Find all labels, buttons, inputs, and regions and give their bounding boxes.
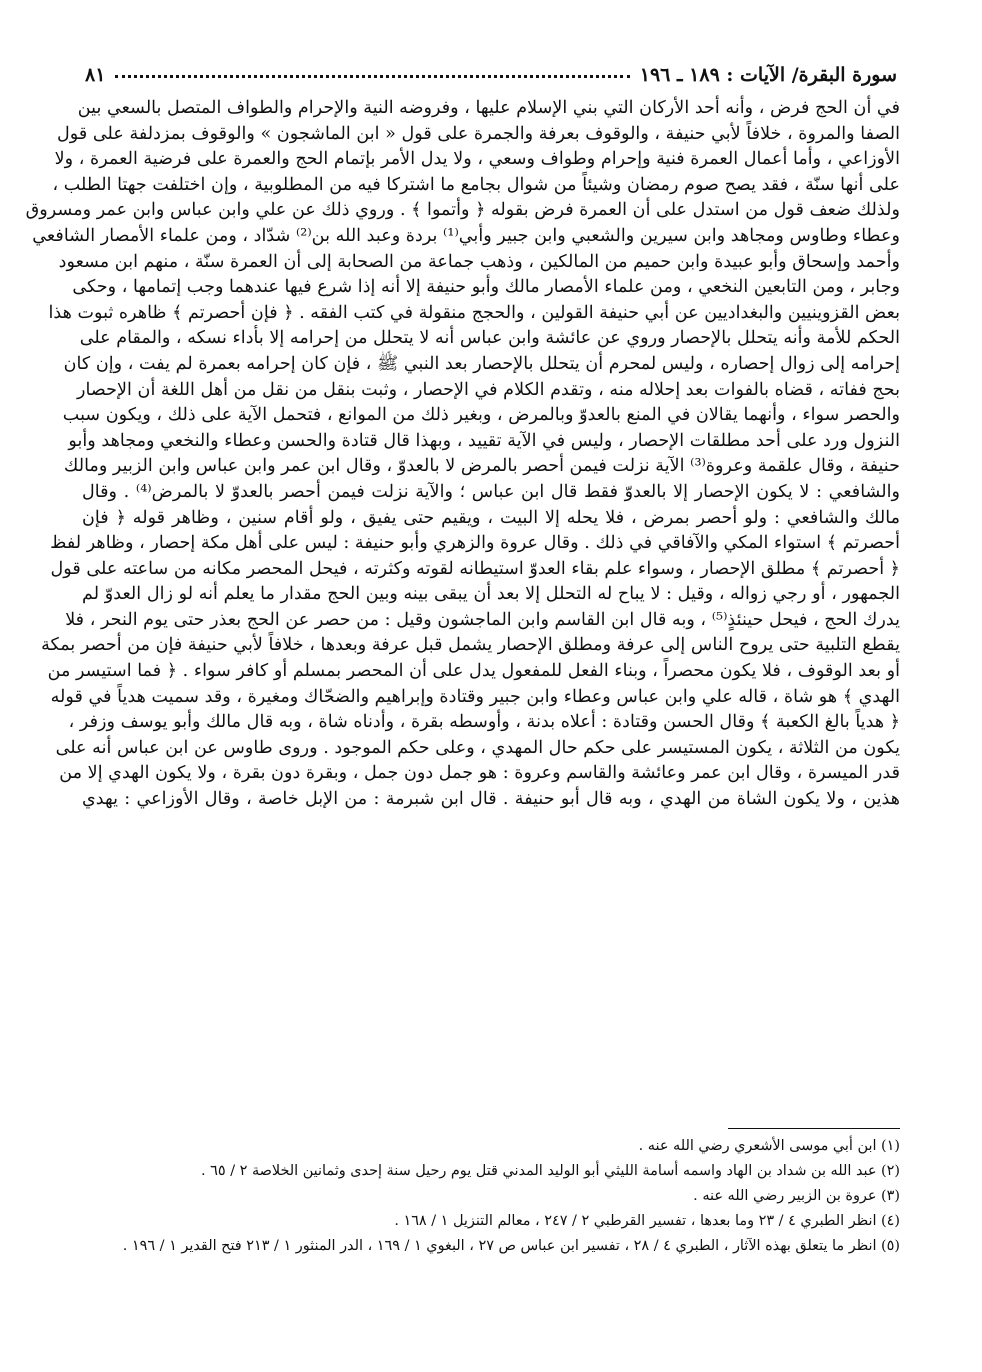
body-line: الأوزاعي ، وأما أعمال العمرة فنية وإحرام وطواف وسعي ، ولا يدل الأمر بإتمام الحج والعمرة على فرضية العمرة ، ولا	[54, 149, 900, 170]
footnote: (٥) انظر ما يتعلق بهذه الآثار ، الطبري ٤ / ٢٨ ، تفسير ابن عباس ص ٢٧ ، البغوي ١ / ١٦٩ ، الدر المنثور ١ / ٢١٣ فتح القدير ١ / ١٩٦ .	[122, 1238, 900, 1254]
footnotes	[82, 1134, 900, 1259]
body-line: وأحمد وإسحاق وأبو عبيدة وابن حميم من المالكين ، وذهب جماعة من الصحابة إلى أن العمرة سنّة ، منهم ابن مسعود	[58, 251, 900, 272]
body-line: على أنها سنّة ، فقد يصح صوم رمضان وشيئاً من شوال بجامع ما اشتركا فيه من المطلوبية ، وإن اختلفت جهتا الطلب ،	[52, 174, 900, 195]
body-line: يكون من الثلاثة ، يكون المستيسر على حكم حال المهدي ، وعلى حكم الموجود . وروى طاوس عن ابن عباس أنه على	[55, 737, 900, 758]
footnote: (٤) انظر الطبري ٤ / ٢٣ وما بعدها ، تفسير القرطبي ٢ / ٢٤٧ ، معالم التنزيل ١ / ١٦٨ .	[394, 1213, 900, 1229]
page-number: ٨١	[85, 64, 106, 86]
body-line: ﴿ هدياً بالغ الكعبة ﴾ وقال الحسن وقتادة : أعلاه بدنة ، وأوسطه بقرة ، وأدناه شاة ، وبه قال مالك وأبو يوسف وزفر ،	[68, 712, 900, 733]
body-line: الحكم للأمة وأنه يتحلل بالإحصار وروي عن عائشة وابن عباس أنه لا يتحلل من إحرامه إلا بأداء نسكه ، والمقام على	[79, 328, 900, 349]
body-line: الصفا والمروة ، خلافاً لأبي حنيفة ، والوقوف بعرفة والجمرة على قول « ابن الماشجون » والوقوف بمزدلفة على قول	[57, 123, 900, 144]
body-line: ولذلك ضعف قول من استدل على أن العمرة فرض بقوله ﴿ وأتموا ﴾ . وروي ذلك عن علي وابن عباس وابن عمر ومسروق	[25, 200, 900, 221]
body-line: يقطع التلبية حتى يروح الناس إلى عرفة ومطلق الإحصار يشمل قبل عرفة وبعدها ، خلافاً لأبي حنيفة فإن من أحصر بمكة	[41, 635, 900, 656]
body-line: أحصرتم ﴾ استواء المكي والآفاقي في ذلك . وقال عروة والزهري وأبو حنيفة : ليس على أهل مكة إحصار ، وظاهر لفظ	[50, 533, 900, 554]
body-line: إحرامه إلى زوال إحصاره ، وليس لمحرم أن يتحلل بالإحصار بعد النبي ﷺ ، فإن كان إحرامه بعمرة لم يفت ، وإن كان	[63, 353, 900, 374]
body-line: قدر الميسرة ، وقال ابن عمر وعائشة والقاسم وعروة : هو جمل دون جمل ، وبقرة دون بقرة ، ولا يكون الهدي إلا من	[59, 763, 900, 784]
body-line: بحج ففاته ، قضاه بالفوات بعد إحلاله منه ، وتقدم الكلام في الإحصار ، وثبت بنقل من نقل من أهل اللغة أن الإحصار	[77, 379, 900, 400]
leader-dots	[115, 75, 629, 78]
body-line: الجمهور ، أو رجي زواله ، وقيل : لا يباح له التحلل إلا بعد أن يبقى بينه وبين الحج مقدار ما يعلم أنه لو زال العدوّ لم	[82, 584, 900, 605]
body-line: في أن الحج فرض ، وأنه أحد الأركان التي بني الإسلام عليها ، وفروضه النية والإحرام والطواف المتصل بالسعي بين	[77, 98, 900, 118]
body-line: حنيفة ، وقال علقمة وعروة⁽³⁾ الآية نزلت فيمن أحصر بالمرض لا بالعدوّ ، وقال ابن عمر وابن عباس وابن الزبير ومالك	[63, 456, 900, 477]
commentary-body	[25, 96, 900, 813]
body-line: والشافعي : لا يكون الإحصار إلا بالعدوّ فقط قال ابن عباس ؛ والآية نزلت فيمن أحصر بالعدوّ لا بالمرض⁽⁴⁾ . وقال	[82, 481, 900, 502]
body-line: الهدي ﴾ هو شاة ، قاله علي وابن عباس وعطاء وابن جبير وقتادة وإبراهيم والضحّاك ومغيرة ، وقد سميت هدياً في قوله	[50, 686, 900, 707]
body-line: النزول ورد على أحد مطلقات الإحصار ، وليس في الآية تقييد ، وبهذا قال قتادة والحسن وعطاء والنخعي ومجاهد وأبو	[68, 430, 900, 451]
body-line: أو بعد الوقوف ، فلا يكون محصراً ، وبناء الفعل للمفعول يدل على أن المحصر بمسلم أو كافر سواء . ﴿ فما استيسر من	[47, 661, 900, 682]
body-line: هذين ، ولا يكون الشاة من الهدي ، وبه قال أبو حنيفة . قال ابن شبرمة : من الإبل خاصة ، وقال الأوزاعي : يهدي	[82, 789, 900, 810]
body-line: وجابر ، ومن التابعين النخعي ، ومن علماء الأمصار مالك وأبو حنيفة إلا أنه إذا شرع فيها عندهما وجب إتمامها ، وحكى	[72, 277, 900, 298]
footnote: (٢) عبد الله بن شداد بن الهاد واسمه أسامة الليثي أبو الوليد المدني قتل يوم رحيل سنة إحدى وثمانين الخلاصة ٢ / ٦٥ .	[201, 1163, 900, 1179]
running-head	[85, 52, 897, 86]
body-line: مالك والشافعي : ولو أحصر بمرض ، فلا يحله إلا البيت ، ويقيم حتى يفيق ، ولو أقام سنين ، وظاهر قوله ﴿ فإن	[82, 507, 900, 528]
body-line: بعض القزوينيين والبغداديين عن أبي حنيفة القولين ، والحجج منقولة في كتب الفقه . ﴿ فإن أحصرتم ﴾ ظاهره ثبوت هذا	[48, 302, 900, 323]
body-line: يدرك الحج ، فيحل حينئذٍ⁽⁵⁾ ، وبه قال ابن القاسم وابن الماجشون وقيل : من حصر عن الحج بعذر حتى يوم النحر ، فلا	[65, 609, 900, 630]
footnote-divider	[728, 1128, 900, 1129]
surah-title: سورة البقرة/ الآيات : ١٨٩ ـ ١٩٦	[639, 64, 897, 86]
footnote: (٣) عروة بن الزبير رضي الله عنه .	[693, 1188, 900, 1204]
body-line: والحصر سواء ، وأنهما يقالان في المنع بالعدوّ وبالمرض ، وبغير ذلك من الموانع ، فتحمل الآية على ذلك ، ويكون سبب	[62, 405, 900, 426]
body-line: ﴿ أحصرتم ﴾ مطلق الإحصار ، وسواء علم بقاء العدوّ استيطانه لقوته وكثرته ، فيحل المحصر مكانه من ساعته على قول	[50, 558, 900, 579]
footnote: (١) ابن أبي موسى الأشعري رضي الله عنه .	[638, 1138, 900, 1154]
body-line: وعطاء وطاوس ومجاهد وابن سيرين والشعبي وابن جبير وأبي⁽¹⁾ بردة وعبد الله بن⁽²⁾ شدّاد ، ومن علماء الأمصار الشافعي	[32, 225, 900, 246]
